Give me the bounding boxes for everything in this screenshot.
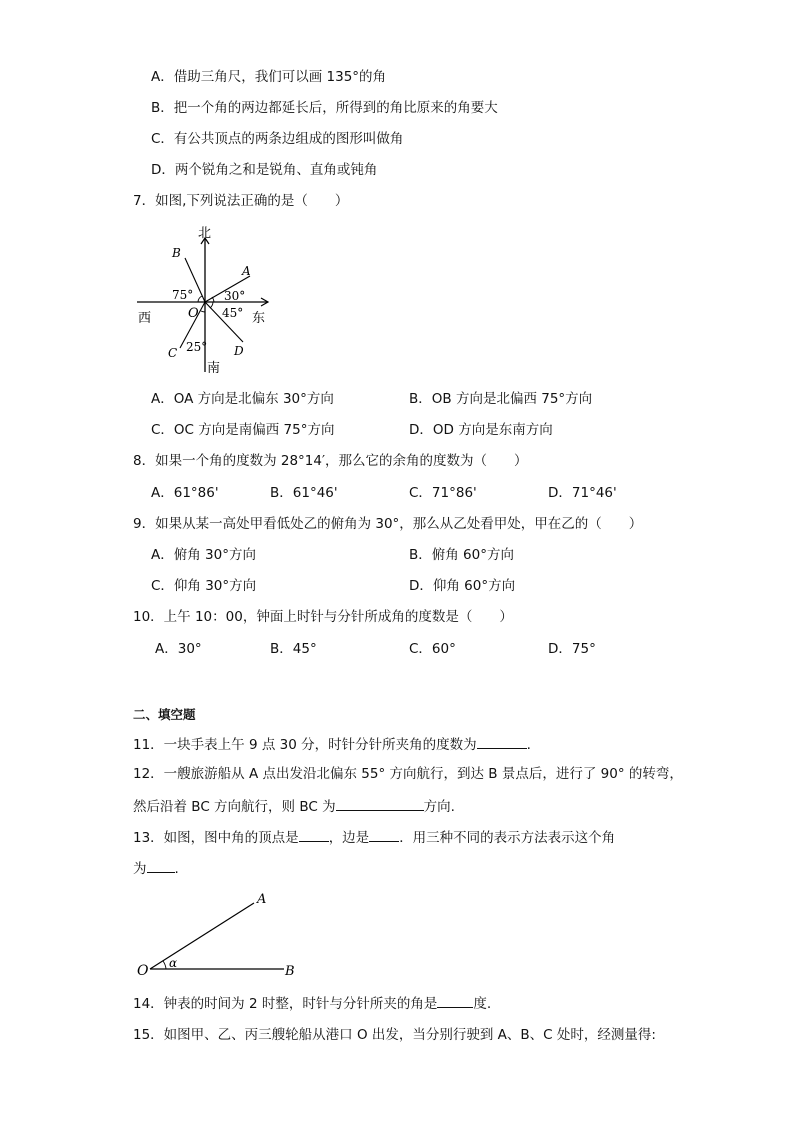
south-label: 南 [207, 361, 221, 376]
q8-option-c: C．71°86' [409, 485, 477, 501]
q11-blank[interactable] [477, 734, 527, 749]
q9-option-d: D．仰角 60°方向 [409, 578, 516, 594]
q10-stem: 10．上午 10：00，钟面上时针与分针所成角的度数是（ ） [133, 609, 513, 625]
angle-b-label: 75° [172, 288, 194, 302]
q7-option-c: C．OC 方向是南偏西 75°方向 [151, 422, 335, 438]
q8-stem: 8．如果一个角的度数为 28°14′，那么它的余角的度数为（ ） [133, 453, 528, 469]
q7-option-b: B．OB 方向是北偏西 75°方向 [409, 391, 593, 407]
q13-mid: ，边是 [328, 830, 370, 846]
q6-option-d: D．两个锐角之和是锐角、直角或钝角 [151, 162, 378, 178]
q6-option-b: B．把一个角的两边都延长后，所得到的角比原来的角要大 [151, 100, 498, 116]
q7-stem: 7．如图,下列说法正确的是（ ） [133, 193, 349, 209]
point-a-label: A [242, 264, 251, 278]
q12-end: 方向. [423, 799, 455, 815]
point-o-label: O [137, 963, 149, 979]
q13-stem2: 为 [133, 861, 147, 877]
section-title-fill-blank: 二、填空题 [133, 707, 196, 722]
q9-option-b: B．俯角 60°方向 [409, 547, 514, 563]
q8-option-a: A．61°86' [151, 485, 219, 501]
q12-line2 [133, 796, 455, 816]
q10-option-a: A．30° [155, 641, 202, 657]
q12-stem: 然后沿着 BC 方向航行，则 BC 为 [133, 799, 336, 815]
angle-a-arc [212, 297, 214, 302]
q14-end: 度. [473, 996, 492, 1012]
point-b-label: B [172, 246, 181, 260]
q13-end: . [174, 861, 179, 877]
q6-option-c: C．有公共顶点的两条边组成的图形叫做角 [151, 131, 404, 147]
q8-option-d: D．71°46' [548, 485, 617, 501]
point-b-label: B [285, 964, 295, 979]
angle-c-label: 25° [186, 340, 208, 354]
north-label: 北 [198, 226, 212, 241]
point-a-label: A [257, 892, 267, 907]
q7-compass-figure [130, 220, 280, 380]
point-o-label: O [188, 306, 199, 321]
point-d-label: D [234, 344, 244, 358]
q12-line1: 12．一艘旅游船从 A 点出发沿北偏东 55° 方向航行，到达 B 景点后，进行了 90° 的转弯， [133, 766, 683, 782]
q10-option-c: C．60° [409, 641, 456, 657]
q14-stem: 14．钟表的时间为 2 时整，时针与分针所夹的角是 [133, 996, 438, 1012]
q11-end: . [526, 737, 531, 753]
q11 [133, 734, 531, 754]
q7-option-d: D．OD 方向是东南方向 [409, 422, 553, 438]
angle-d-arc [210, 302, 213, 308]
q12-blank[interactable] [336, 796, 424, 811]
west-label: 西 [138, 311, 152, 326]
angle-a-label: 30° [224, 289, 246, 303]
q9-option-c: C．仰角 30°方向 [151, 578, 257, 594]
q13-line1 [133, 827, 615, 847]
q14-blank[interactable] [437, 993, 473, 1008]
q10-option-b: B．45° [270, 641, 317, 657]
q9-stem: 9．如果从某一高处甲看低处乙的俯角为 30°，那么从乙处看甲处，甲在乙的（ ） [133, 516, 643, 532]
q7-option-a: A．OA 方向是北偏东 30°方向 [151, 391, 334, 407]
q13-stem-end: ．用三种不同的表示方法表示这个角 [399, 830, 616, 846]
q14 [133, 993, 491, 1013]
east-label: 东 [252, 311, 266, 326]
point-c-label: C [168, 346, 178, 360]
q15-stem: 15．如图甲、乙、丙三艘轮船从港口 O 出发，当分别行驶到 A、B、C 处时，经测量得: [133, 1027, 656, 1043]
q10-option-d: D．75° [548, 641, 596, 657]
ray-oa [150, 903, 254, 969]
alpha-arc [163, 961, 166, 969]
alpha-label: α [169, 956, 178, 970]
q8-option-b: B．61°46' [270, 485, 338, 501]
q9-option-a: A．俯角 30°方向 [151, 547, 256, 563]
q6-option-a: A．借助三角尺，我们可以画 135°的角 [151, 69, 387, 85]
q13-line2 [133, 858, 179, 878]
angle-d-label: 45° [222, 306, 244, 320]
q11-stem: 11．一块手表上午 9 点 30 分，时针分针所夹角的度数为 [133, 737, 477, 753]
q13-vertex-blank[interactable] [299, 827, 329, 842]
q13-notation-blank[interactable] [147, 858, 175, 873]
q13-sides-blank[interactable] [369, 827, 399, 842]
q13-angle-figure [130, 885, 310, 985]
q13-stem: 13．如图，图中角的顶点是 [133, 830, 299, 846]
angle-b-arc [198, 296, 202, 302]
